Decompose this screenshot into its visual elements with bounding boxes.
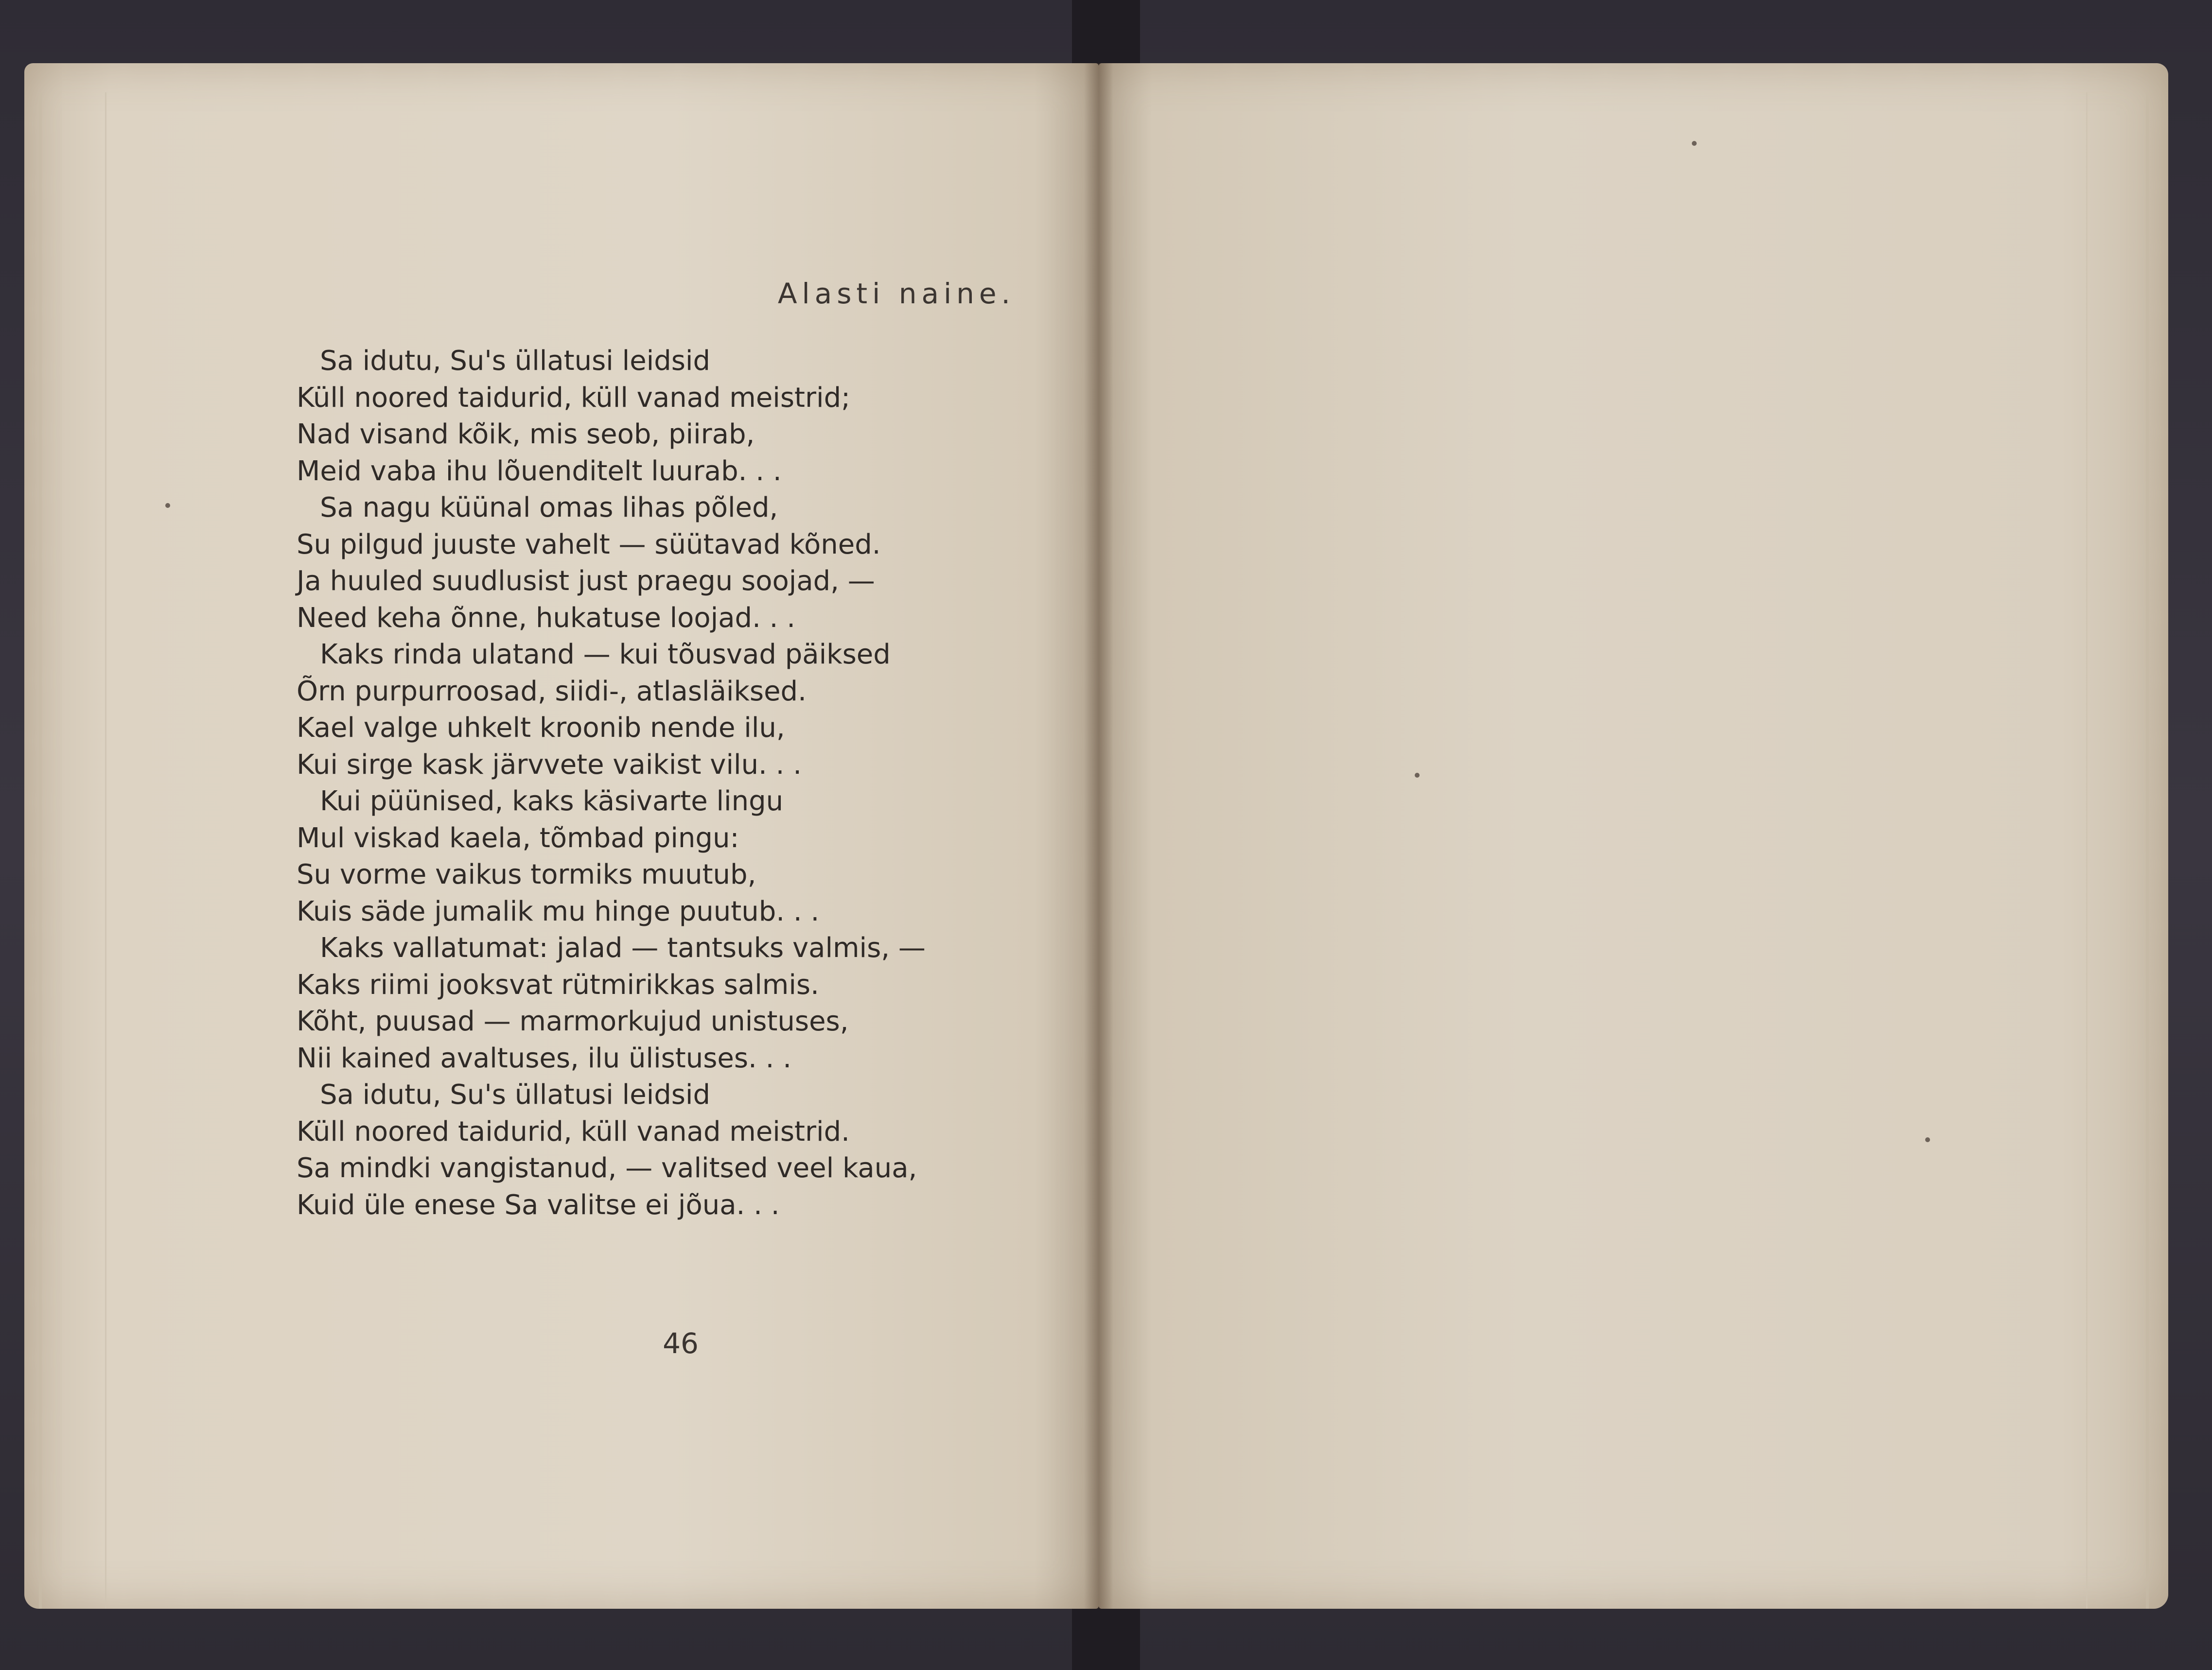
paper-speck xyxy=(165,503,170,508)
poem-line: Nad visand kõik, mis seob, piirab, xyxy=(297,418,755,450)
poem-title: Alasti naine. xyxy=(777,277,1015,310)
page-number: 46 xyxy=(663,1327,699,1360)
book-gutter xyxy=(1084,63,1113,1609)
paper-speck xyxy=(1415,773,1420,778)
poem-line: Kõht, puusad — marmorkujud unistuses, xyxy=(297,1006,849,1037)
poem-line: Kaks riimi jooksvat rütmirikkas salmis. xyxy=(297,969,819,1001)
poem-line: Ja huuled suudlusist just praegu soojad, — xyxy=(297,565,875,597)
poem-line: Mul viskad kaela, tõmbad pingu: xyxy=(297,822,739,854)
left-page xyxy=(24,63,1099,1609)
poem-line: Kaks rinda ulatand — kui tõusvad päiksed xyxy=(320,639,891,670)
poem-line: Kaks vallatumat: jalad — tantsuks valmis, — xyxy=(320,932,926,964)
poem-line: Sa idutu, Su's üllatusi leidsid xyxy=(320,1079,711,1111)
right-page-edges xyxy=(2086,92,2149,1609)
left-page-edges xyxy=(39,92,106,1609)
poem-line: Kui sirge kask järvvete vaikist vilu. . . xyxy=(297,748,802,781)
open-book xyxy=(24,49,2168,1648)
poem-line: Nii kained avaltuses, ilu ülistuses. . . xyxy=(297,1042,792,1074)
poem-line: Kuid üle enese Sa valitse ei jõua. . . xyxy=(297,1189,780,1221)
poem-line: Su pilgud juuste vahelt — süütavad kõned. xyxy=(297,528,881,560)
poem-line: Õrn purpurroosad, siidi-, atlasläiksed. xyxy=(297,675,807,707)
poem-line: Sa nagu küünal omas lihas põled, xyxy=(320,492,778,523)
poem-text xyxy=(297,343,1055,1223)
poem-line: Sa mindki vangistanud, — valitsed veel kaua, xyxy=(297,1152,917,1184)
paper-speck xyxy=(1925,1137,1930,1142)
poem-line: Need keha õnne, hukatuse loojad. . . xyxy=(297,602,796,634)
right-page xyxy=(1099,63,2168,1609)
poem-line: Küll noored taidurid, küll vanad meistrid; xyxy=(297,382,850,414)
paper-speck xyxy=(1692,141,1697,146)
poem-line: Kuis säde jumalik mu hinge puutub. . . xyxy=(297,895,820,927)
poem-line: Küll noored taidurid, küll vanad meistrid. xyxy=(297,1115,850,1148)
poem-line: Kael valge uhkelt kroonib nende ilu, xyxy=(297,712,785,744)
poem-line: Sa idutu, Su's üllatusi leidsid xyxy=(320,345,711,377)
poem-line: Su vorme vaikus tormiks muutub, xyxy=(297,859,756,890)
poem-line: Kui püünised, kaks käsivarte lingu xyxy=(320,785,784,817)
poem-line: Meid vaba ihu lõuenditelt luurab. . . xyxy=(297,455,782,487)
